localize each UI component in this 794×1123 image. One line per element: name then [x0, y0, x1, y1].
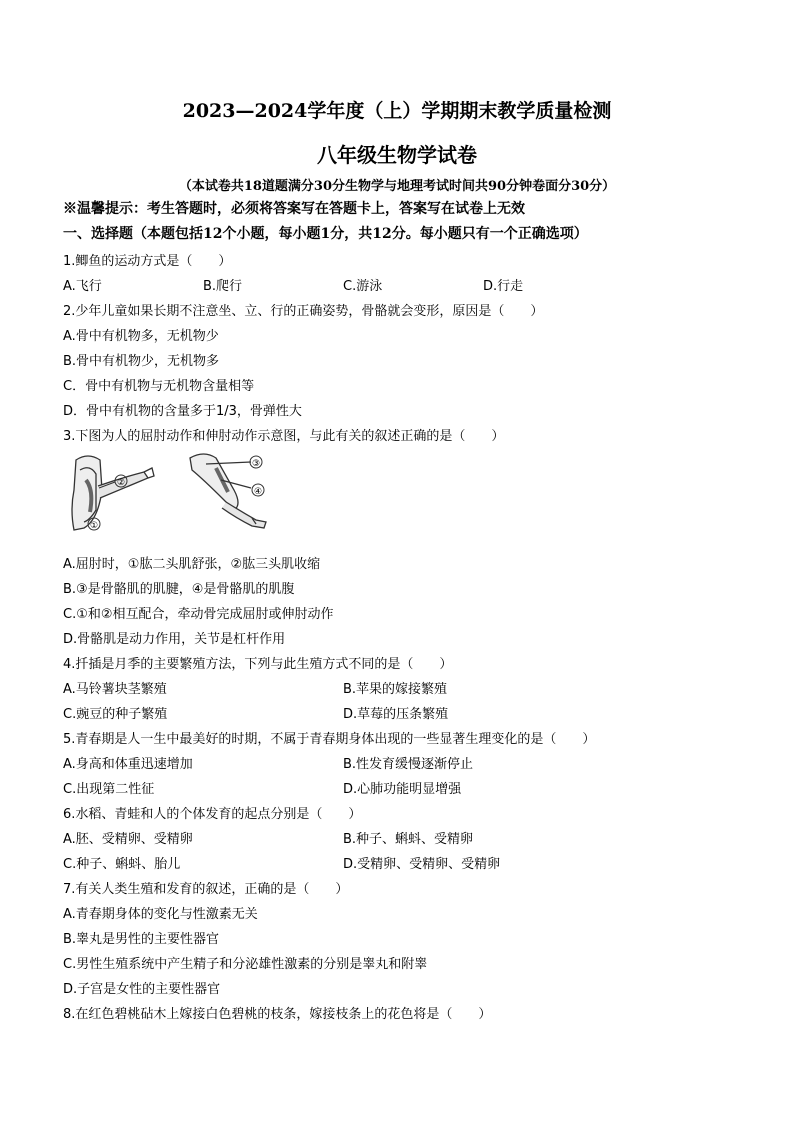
question-5-stem: 5.青春期是人一生中最美好的时期，不属于青春期身体出现的一些显著生理变化的是（ ） [63, 732, 596, 747]
question-2-option-b: B.骨中有机物少，无机物多 [63, 354, 220, 369]
exam-note: （本试卷共18道题满分30分生物学与地理考试时间共90分钟卷面分30分） [178, 179, 616, 194]
question-2-option-c: C．骨中有机物与无机物含量相等 [63, 379, 255, 394]
question-7-option-d: D.子宫是女性的主要性器官 [63, 982, 221, 997]
figure-label-4: ④ [253, 487, 263, 497]
exam-subtitle: 八年级生物学试卷 [317, 143, 477, 167]
question-1-option-c: C.游泳 [343, 279, 383, 294]
figure-label-2: ② [116, 478, 126, 488]
question-8-stem: 8.在红色碧桃砧木上嫁接白色碧桃的枝条，嫁接枝条上的花色将是（ ） [63, 1007, 492, 1022]
question-4-option-c: C.豌豆的种子繁殖 [63, 707, 168, 722]
question-2-option-d: D．骨中有机物的含量多于1/3，骨弹性大 [63, 404, 302, 419]
arm-flexion-extension-figure [66, 450, 296, 540]
question-1-stem: 1.鲫鱼的运动方式是（ ） [63, 254, 232, 269]
figure-label-3: ③ [251, 459, 261, 469]
question-4-option-a: A.马铃薯块茎繁殖 [63, 682, 167, 697]
reminder: ※温馨提示：考生答题时，必须将答案写在答题卡上，答案写在试卷上无效 [63, 201, 525, 217]
question-7-stem: 7.有关人类生殖和发育的叙述，正确的是（ ） [63, 882, 349, 897]
question-2-option-a: A.骨中有机物多，无机物少 [63, 329, 219, 344]
question-1-option-a: A.飞行 [63, 279, 102, 294]
question-5-option-c: C.出现第二性征 [63, 782, 155, 797]
question-4-stem: 4.扦插是月季的主要繁殖方法，下列与此生殖方式不同的是（ ） [63, 657, 453, 672]
question-7-option-a: A.青春期身体的变化与性激素无关 [63, 907, 258, 922]
question-6-option-c: C.种子、蝌蚪、胎儿 [63, 857, 181, 872]
question-6-option-b: B.种子、蝌蚪、受精卵 [343, 832, 474, 847]
question-5-option-d: D.心肺功能明显增强 [343, 782, 462, 797]
question-3-option-b: B.③是骨骼肌的肌腱，④是骨骼肌的肌腹 [63, 582, 295, 597]
question-6-stem: 6.水稻、青蛙和人的个体发育的起点分别是（ ） [63, 807, 362, 822]
question-3-option-a: A.屈肘时，①肱二头肌舒张，②肱三头肌收缩 [63, 557, 321, 572]
question-4-option-d: D.草莓的压条繁殖 [343, 707, 449, 722]
question-3-option-c: C.①和②相互配合，牵动骨完成屈肘或伸肘动作 [63, 607, 334, 622]
question-1-option-d: D.行走 [483, 279, 524, 294]
question-5-option-a: A.身高和体重迅速增加 [63, 757, 193, 772]
question-2-stem: 2.少年儿童如果长期不注意坐、立、行的正确姿势，骨骼就会变形，原因是（ ） [63, 304, 544, 319]
question-5-option-b: B.性发育缓慢逐渐停止 [343, 757, 474, 772]
section-heading: 一、选择题（本题包括12个小题，每小题1分，共12分。每小题只有一个正确选项） [63, 226, 588, 242]
question-3-stem: 3.下图为人的屈肘动作和伸肘动作示意图，与此有关的叙述正确的是（ ） [63, 429, 505, 444]
question-7-option-c: C.男性生殖系统中产生精子和分泌雄性激素的分别是睾丸和附睾 [63, 957, 428, 972]
question-6-option-a: A.胚、受精卵、受精卵 [63, 832, 193, 847]
question-4-option-b: B.苹果的嫁接繁殖 [343, 682, 448, 697]
question-1-option-b: B.爬行 [203, 279, 243, 294]
question-7-option-b: B.睾丸是男性的主要性器官 [63, 932, 220, 947]
question-6-option-d: D.受精卵、受精卵、受精卵 [343, 857, 501, 872]
question-3-option-d: D.骨骼肌是动力作用，关节是杠杆作用 [63, 632, 286, 647]
exam-title: 2023—2024学年度（上）学期期末教学质量检测 [182, 100, 612, 122]
figure-label-1: ① [89, 521, 99, 531]
